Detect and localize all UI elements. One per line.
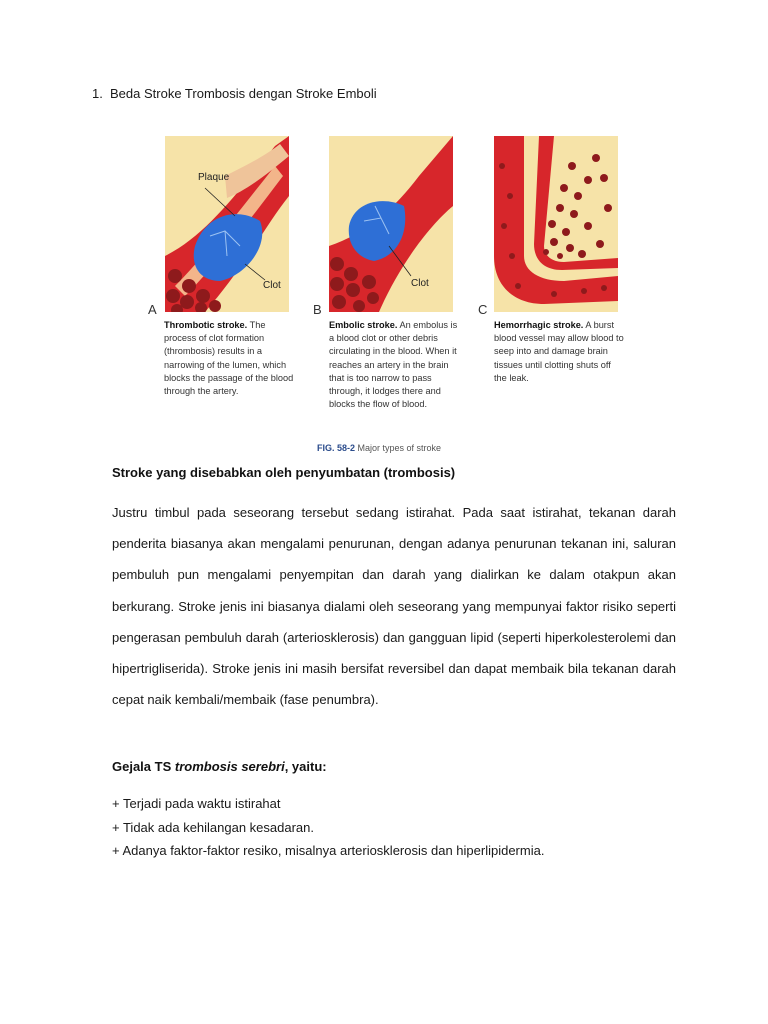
label-clot-b: Clot	[411, 278, 429, 289]
caption-c-title: Hemorrhagic stroke.	[494, 320, 584, 330]
caption-a	[164, 319, 296, 398]
hemorrhagic-illustration	[494, 136, 618, 312]
gejala-suffix: , yaitu:	[284, 759, 327, 774]
figure-caption	[317, 443, 441, 453]
caption-c	[494, 319, 626, 385]
list-item: + Terjadi pada waktu istirahat	[112, 796, 281, 811]
list-heading	[92, 86, 377, 101]
caption-b	[329, 319, 461, 411]
panel-letter-b: B	[313, 302, 322, 317]
section-title-gejala	[112, 759, 327, 774]
panel-letter-a: A	[148, 302, 157, 317]
caption-b-title: Embolic stroke.	[329, 320, 398, 330]
gejala-prefix: Gejala TS	[112, 759, 175, 774]
embolic-illustration	[329, 136, 453, 312]
stroke-types-figure	[145, 136, 625, 461]
gejala-italic: trombosis serebri	[174, 759, 285, 774]
list-number: 1.	[92, 86, 103, 101]
symptom-list	[112, 792, 544, 863]
label-clot-a: Clot	[263, 280, 281, 291]
thrombotic-illustration	[165, 136, 289, 312]
figure-caption-label: FIG. 58-2	[317, 443, 356, 453]
caption-a-title: Thrombotic stroke.	[164, 320, 248, 330]
list-item: + Adanya faktor-faktor resiko, misalnya arteriosklerosis dan hiperlipidermia.	[112, 843, 545, 858]
caption-b-text: An embolus is a blood clot or other debris circulating in the blood. When it reaches an artery in the brain that is too narrow to pass through, it lodges there and blocks the flow of blood.	[329, 320, 458, 410]
section-paragraph: Justru timbul pada seseorang tersebut sedang istirahat. Pada saat istirahat, tekanan darah penderita biasanya akan mengalami penurunan, dengan adanya penurunan tekanan ini, saluran pembuluh pun mengalami penyempitan dan darah yang dialirkan ke dalam otakpun akan berkurang. Stroke jenis ini biasanya dialami oleh seseorang yang mempunyai faktor risiko seperti pengerasan pembuluh darah (arteriosklerosis) dan gangguan lipid (seperti hiperkolesterolemi dan hipertrigliserida). Stroke jenis ini masih bersifat reversibel dan dapat membaik bila tekanan darah cepat naik kembali/membaik (fase penumbra).	[112, 505, 676, 708]
figure-caption-text: Major types of stroke	[357, 443, 442, 453]
caption-a-text: The process of clot formation (thrombosis) results in a narrowing of the lumen, which blocks the passage of the blood through the artery.	[164, 320, 294, 397]
section-title-trombosis: Stroke yang disebabkan oleh penyumbatan (trombosis)	[112, 465, 456, 480]
list-item: + Tidak ada kehilangan kesadaran.	[112, 819, 315, 835]
label-plaque: Plaque	[198, 172, 230, 183]
panel-letter-c: C	[478, 302, 488, 317]
caption-c-text: A burst blood vessel may allow blood to seep into and damage brain tissues until clotting shuts off the leak.	[494, 320, 624, 383]
heading-text: Beda Stroke Trombosis dengan Stroke Emboli	[110, 86, 377, 101]
